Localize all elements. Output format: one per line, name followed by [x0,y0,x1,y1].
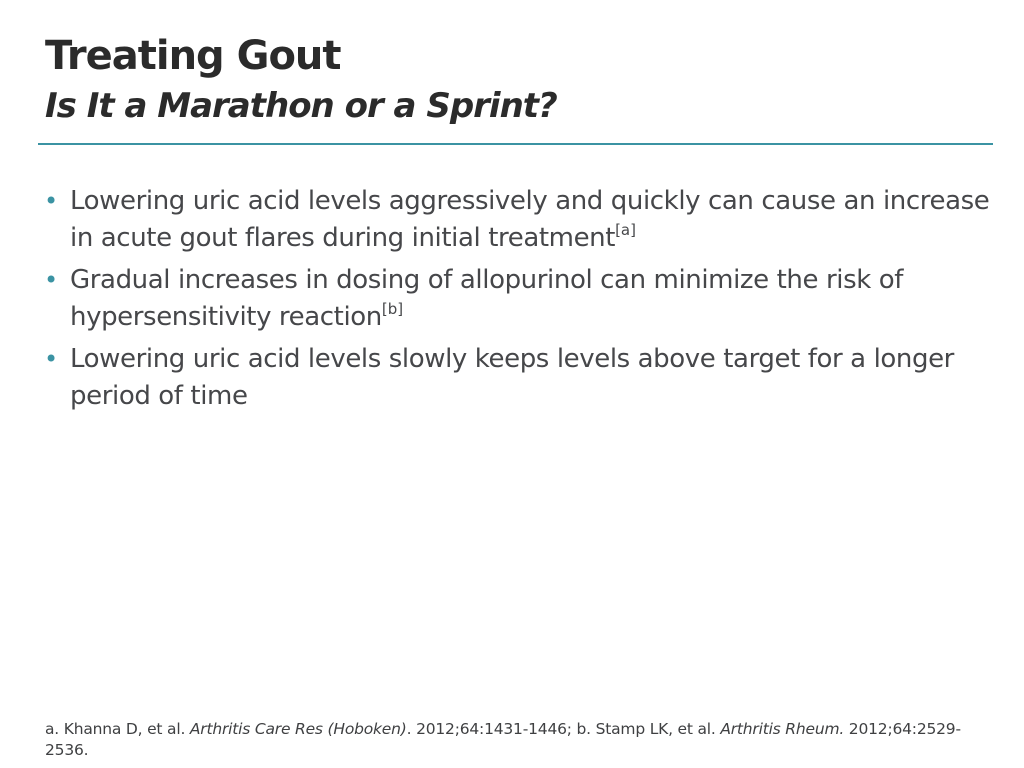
bullet-item [42,341,992,415]
reference-a-citation: . 2012;64:1431-1446; [406,720,577,738]
reference-a-authors: a. Khanna D, et al. [45,720,190,738]
bullet-text [70,265,903,332]
bullet-text-body: Lowering uric acid levels aggressively and quickly can cause an increase in acute gout flares during initial treatment [70,186,990,253]
slide-subtitle: Is It a Marathon or a Sprint? [45,86,557,126]
bullet-text-body: Gradual increases in dosing of allopurinol can minimize the risk of hypersensitivity reaction [70,265,904,332]
bullet-text [70,186,989,253]
reference-b-authors: b. Stamp LK, et al. [576,720,721,738]
reference-b-citation: 2012;64:2529-2536. [45,720,961,759]
reference-a-journal: Arthritis Care Res (Hoboken) [189,720,407,738]
title-divider [38,143,993,145]
bullet-dot-icon: • [44,345,59,373]
bullet-item [42,183,992,257]
reference-marker: [a] [615,221,636,239]
bullet-item [42,262,992,336]
bullet-text [70,344,954,411]
bullet-list [42,183,992,420]
reference-b-journal: Arthritis Rheum. [720,720,845,738]
bullet-text-body: Lowering uric acid levels slowly keeps levels above target for a longer period of time [70,344,954,411]
references-footnote [45,719,995,761]
slide-title: Treating Gout [45,33,341,79]
bullet-dot-icon: • [44,266,59,294]
reference-marker: [b] [381,300,404,318]
bullet-dot-icon: • [44,187,59,215]
